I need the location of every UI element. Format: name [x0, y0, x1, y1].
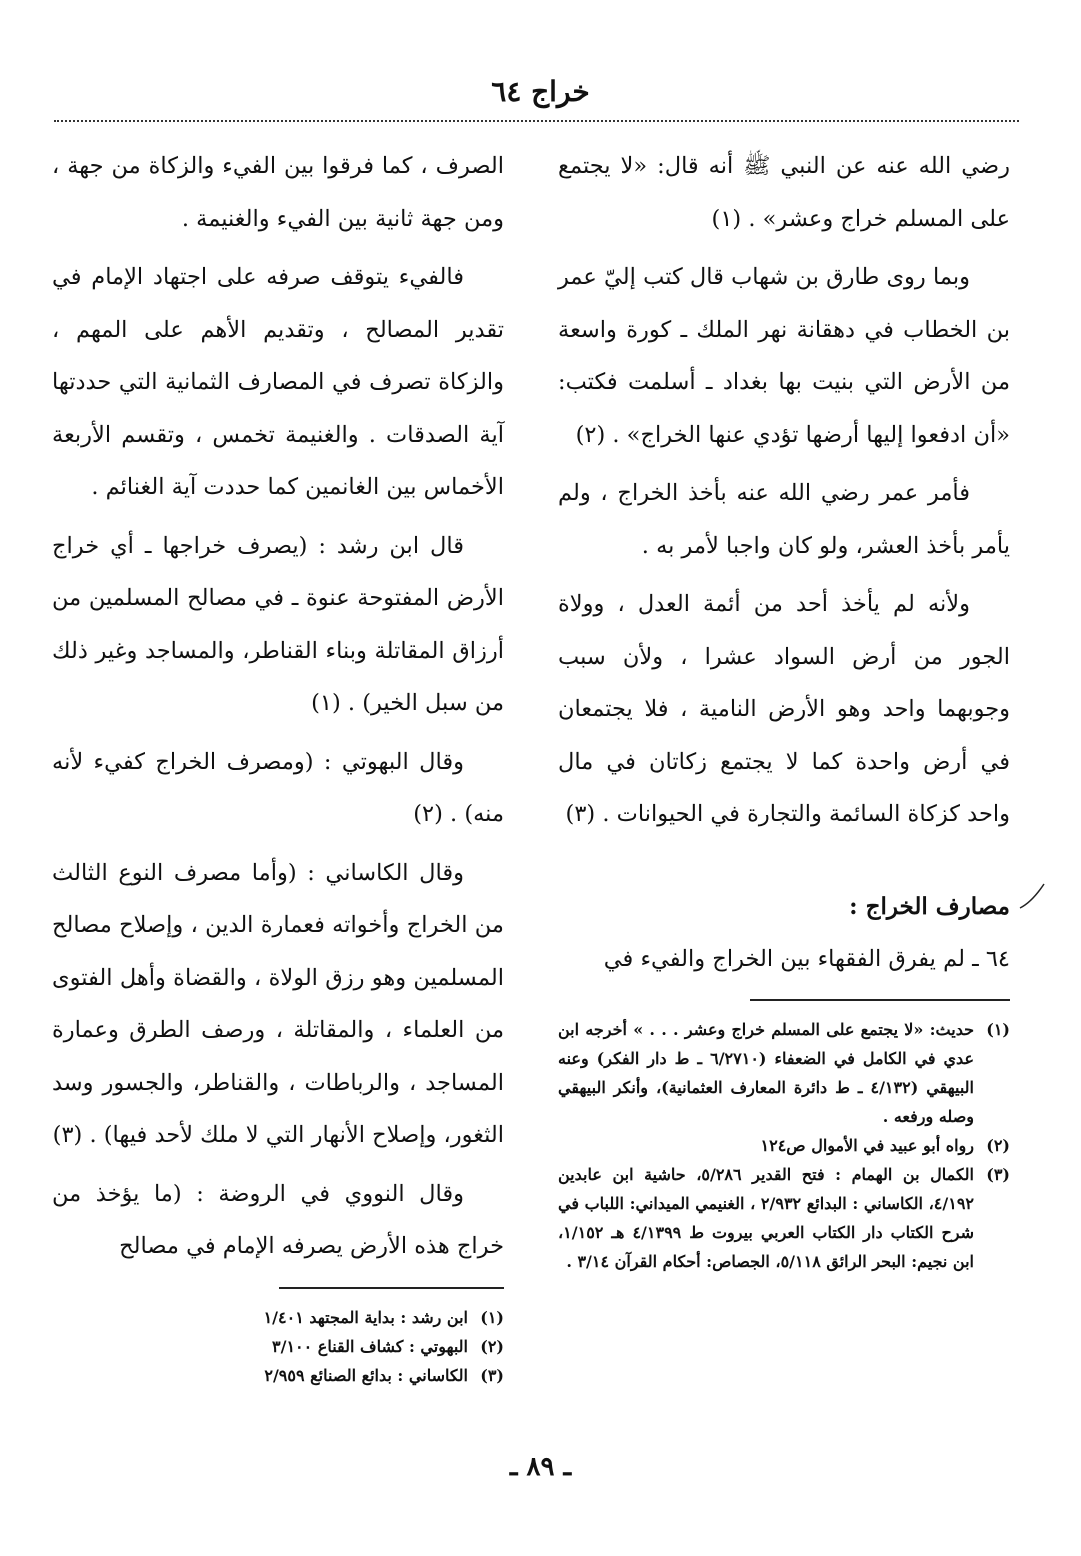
footnote-number: (١)	[480, 1307, 504, 1327]
left-paragraph-1: الصرف ، كما فرقوا بين الفيء والزكاة من جهة ، ومن جهة ثانية بين الفيء والغنيمة .	[52, 153, 504, 232]
footnote-number: (٢)	[986, 1136, 1010, 1155]
right-paragraph-2: وبما روى طارق بن شهاب قال كتب إليّ عمر بن الخطاب في دهقانة نهر الملك ـ كورة واسعة من الأرض التي بنيت بها بغداد ـ أسلمت فكتب: «أن ادفعوا إليها أرضها تؤدي عنها الخراج» . (٢)	[558, 264, 1010, 448]
right-column	[558, 140, 1010, 1276]
right-paragraph-3: فأمر عمر رضي الله عنه بأخذ الخراج ، ولم يأمر بأخذ العشر، ولو كان واجبا لأمر به .	[558, 480, 1010, 559]
footnote-item	[52, 1361, 504, 1390]
footnote-item	[558, 1160, 1010, 1276]
footnote-text: الكمال بن الهمام : فتح القدير ٥/٢٨٦، حاشية ابن عابدين ٤/١٩٢، الكاساني : البدائع ٢/٩٣٢ ، الغنيمي الميداني: اللباب في شرح الكتاب دار الكتاب العربي بيروت ط ٤/١٣٩٩ هـ ١/١٥٢، ابن نجيم: البحر الرائق ٥/١١٨، الجصاص: أحكام القرآن ٣/١٤ .	[558, 1165, 975, 1271]
footnote-item	[558, 1015, 1010, 1131]
footnote-text: البهوتي : كشاف القناع ٣/١٠٠	[272, 1336, 468, 1356]
left-column	[52, 140, 504, 1390]
left-paragraph-4: وقال البهوتي : (ومصرف الخراج كفيء لأنه منه) . (٢)	[52, 748, 504, 827]
right-footnotes	[558, 1015, 1010, 1276]
left-paragraph-6: وقال النووي في الروضة : (ما يؤخذ من خراج هذه الأرض يصرفه الإمام في مصالح	[52, 1180, 504, 1259]
right-footnote-rule	[750, 999, 1010, 1001]
footnote-text: ابن رشد : بداية المجتهد ١/٤٠١	[263, 1307, 468, 1327]
footnote-number: (١)	[986, 1020, 1010, 1039]
footnote-text: الكاساني : بدائع الصنائع ٢/٩٥٩	[264, 1365, 468, 1385]
header-dotted-rule	[54, 120, 1019, 122]
right-paragraph-5: ٦٤ ـ لم يفرق الفقهاء بين الخراج والفيء في	[603, 945, 1010, 972]
page-header-title: خراج ٦٤	[491, 75, 590, 108]
footnote-item	[52, 1332, 504, 1361]
left-footnotes	[52, 1303, 504, 1390]
footnote-item	[558, 1131, 1010, 1160]
page-number: ـ ٨٩ ـ	[509, 1452, 572, 1482]
footnote-number: (٣)	[986, 1165, 1010, 1184]
footnote-text: حديث: «لا يجتمع على المسلم خراج وعشر . . . » أخرجه ابن عدي في الكامل في الضعفاء (٦/٢٧١٠ ـ ط دار الفكر) وعنه البيهقي (٤/١٣٢ ـ ط دائرة المعارف العثمانية)، وأنكر البيهقي وصله ورفعه .	[558, 1020, 975, 1126]
right-paragraph-1: رضي الله عنه عن النبي ﷺ أنه قال: «لا يجتمع على المسلم خراج وعشر» . (١)	[558, 153, 1010, 232]
section-heading: مصارف الخراج :	[849, 892, 1010, 920]
left-paragraph-5: وقال الكاساني : (وأما مصرف النوع الثالث من الخراج وأخواته فعمارة الدين ، وإصلاح مصالح المسلمين وهو رزق الولاة ، والقضاة وأهل الفتوى من العلماء ، والمقاتلة ، ورصف الطرق وعمارة المساجد ، والرباطات ، والقناطر، والجسور وسد الثغور، وإصلاح الأنهار التي لا ملك لأحد فيها) . (٣)	[52, 859, 504, 1148]
margin-tick-icon	[1018, 880, 1048, 910]
footnote-number: (٣)	[480, 1365, 504, 1385]
footnote-text: رواه أبو عبيد في الأموال ص١٢٤	[760, 1136, 974, 1155]
left-footnote-rule	[279, 1287, 504, 1289]
right-paragraph-4: ولأنه لم يأخذ أحد من أئمة العدل ، وولاة الجور من أرض السواد عشرا ، ولأن سبب وجوبهما واحد وهو الأرض النامية ، فلا يجتمعان في أرض واحدة كما لا يجتمع زكاتان في مال واحد كزكاة السائمة والتجارة في الحيوانات . (٣)	[558, 591, 1010, 827]
left-paragraph-2: فالفيء يتوقف صرفه على اجتهاد الإمام في تقدير المصالح ، وتقديم الأهم على المهم ، والزكاة تصرف في المصارف الثمانية التي حددتها آية الصدقات . والغنيمة تخمس ، وتقسم الأربعة الأخماس بين الغانمين كما حددت آية الغنائم .	[52, 264, 504, 500]
footnote-number: (٢)	[480, 1336, 504, 1356]
left-paragraph-3: قال ابن رشد : (يصرف خراجها ـ أي خراج الأرض المفتوحة عنوة ـ في مصالح المسلمين من أرزاق المقاتلة وبناء القناطر، والمساجد وغير ذلك من سبل الخير) . (١)	[52, 532, 504, 716]
footnote-item	[52, 1303, 504, 1332]
